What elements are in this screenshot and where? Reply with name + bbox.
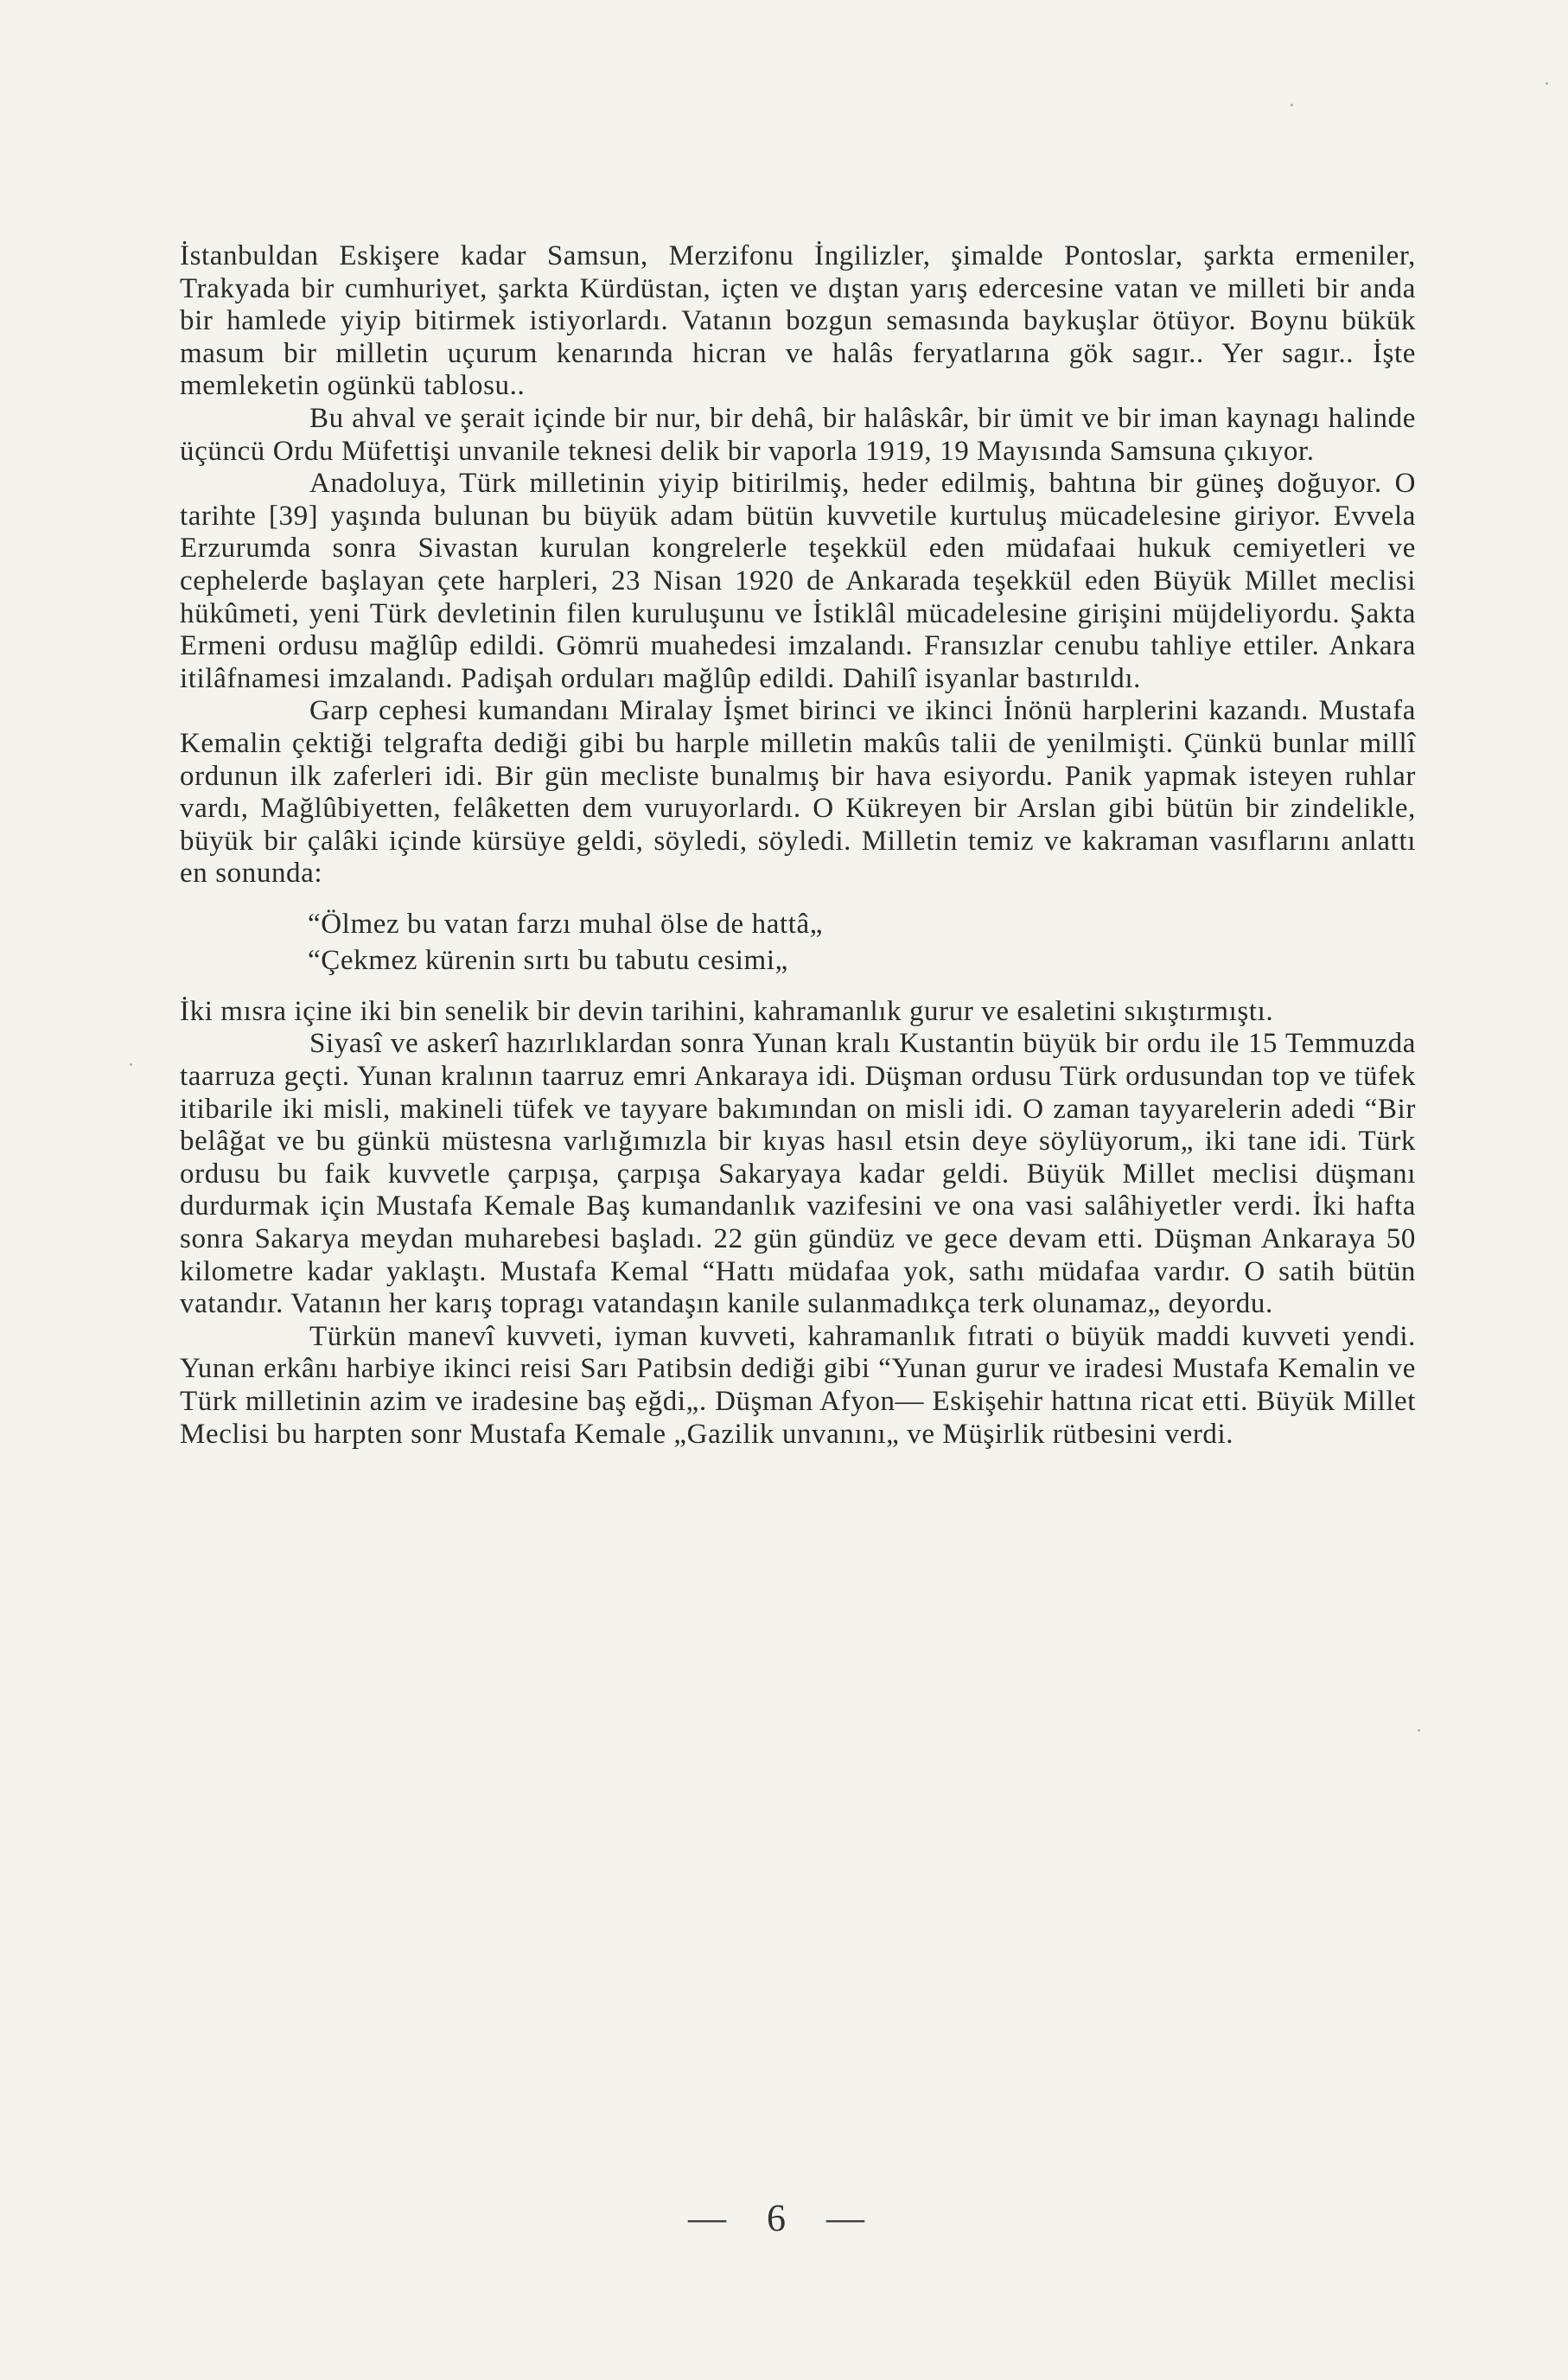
paragraph-6: Siyasî ve askerî hazırlıklardan sonra Yunan kralı Kustantin büyük bir ordu ile 15 Temmuzda taarruza geçti. Yunan kralının taarruz emri Ankaraya idi. Düşman ordusu Türk ordusundan top ve tüfek itibarile iki misli, makineli tüfek ve tayyare bakımından on misli idi. O zaman tayyarelerin adedi “Bir belâğat ve bu günkü müstesna varlığımızla bir kıyas hasıl etsin deye söylüyorum„ iki tane idi. Türk ordusu bu faik kuvvetle çarpışa, çarpışa Sakaryaya kadar geldi. Büyük Millet meclisi düşmanı durdurmak için Mustafa Kemale Baş kumandanlık vazifesini ve ona vasi salâhiyetler verdi. İki hafta sonra Sakarya meydan muharebesi başladı. 22 gün gündüz ve gece devam etti. Düşman Ankaraya 50 kilometre kadar yaklaştı. Mustafa Kemal “Hattı müdafaa yok, sathı müdafaa vardır. O satih bütün vatandır. Vatanın her karış topragı vatandaşın kanile sulanmadıkça terk olunamaz„ deyordu. <box>180 1028 1416 1320</box>
paper-speck <box>130 1063 132 1066</box>
paragraph-3: Anadoluya, Türk milletinin yiyip bitirilmiş, heder edilmiş, bahtına bir güneş doğuyor. O tarihte [39] yaşında bulunan bu büyük adam bütün kuvvetile kurtuluş mücadelesine giriyor. Evvela Erzurumda sonra Sivastan kurulan kongrelerle teşekkül eden müdafaai hukuk cemiyetleri ve cephelerde başlayan çete harpleri, 23 Nisan 1920 de Ankarada teşekkül eden Büyük Millet meclisi hükûmeti, yeni Türk devletinin filen kuruluşunu ve İstiklâl mücadelesine girişini müjdeliyordu. Şakta Ermeni ordusu mağlûp edildi. Gömrü muahedesi imzalandı. Fransızlar cenubu tahliye ettiler. Ankara itilâfnamesi imzalandı. Padişah orduları mağlûp edildi. Dahilî isyanlar bastırıldı. <box>180 468 1416 694</box>
paper-speck <box>1546 82 1548 85</box>
verse-line-1: “Ölmez bu vatan farzı muhal ölse de hattâ„ <box>308 908 824 940</box>
paragraph-2: Bu ahval ve şerait içinde bir nur, bir dehâ, bir halâskâr, bir ümit ve bir iman kaynagı halinde üçüncü Ordu Müfettişi unvanile teknesi delik bir vaporla 1919, 19 Mayısında Samsuna çıkıyor. <box>180 402 1416 467</box>
body-text <box>180 240 1416 1451</box>
verse-line-2: “Çekmez kürenin sırtı bu tabutu cesimi„ <box>308 944 788 976</box>
paragraph-4: Garp cephesi kumandanı Miralay İşmet birinci ve ikinci İnönü harplerini kazandı. Mustafa Kemalin çektiği telgrafta dediği gibi bu harple milletin makûs talii de yenilmişti. Çünkü bunlar millî ordunun ilk zaferleri idi. Bir gün mecliste bunalmış bir hava esiyordu. Panik yapmak isteyen ruhlar vardı, Mağlûbiyetten, felâketten dem vuruyorlardı. O Kükreyen bir Arslan gibi bütün bir zindelikle, büyük bir çalâki içinde kürsüye geldi, söyledi, söyledi. Milletin temiz ve kakraman vasıflarını anlattı en sonunda: <box>180 695 1416 890</box>
paragraph-5: İki mısra içine iki bin senelik bir devin tarihini, kahramanlık gurur ve esaletini sıkıştırmıştı. <box>180 995 1274 1027</box>
paper-speck <box>1418 1729 1420 1732</box>
page-number: — 6 — <box>688 2197 880 2239</box>
paragraph-1: İstanbuldan Eskişere kadar Samsun, Merzifonu İngilizler, şimalde Pontoslar, şarkta ermeniler, Trakyada bir cumhuriyet, şarkta Kürdüstan, içten ve dıştan yarış edercesine vatan ve milleti bir anda bir hamlede yiyip bitirmek istiyorlardı. Vatanın bozgun semasında baykuşlar ötüyor. Boynu bükük masum bir milletin uçurum kenarında hicran ve halâs feryatlarına gök sagır.. Yer sagır.. İşte memleketin ogünkü tablosu.. <box>180 240 1416 402</box>
paragraph-7: Türkün manevî kuvveti, iyman kuvveti, kahramanlık fıtrati o büyük maddi kuvveti yendi. Yunan erkânı harbiye ikinci reisi Sarı Patibsin dediği gibi “Yunan gurur ve iradesi Mustafa Kemalin ve Türk milletinin azim ve iradesine baş eğdi„. Düşman Afyon— Eskişehir hattına ricat etti. Büyük Millet Meclisi bu harpten sonr Mustafa Kemale „Gazilik unvanını„ ve Müşirlik rütbesini verdi. <box>180 1320 1416 1450</box>
verse-quote <box>180 906 1416 979</box>
paper-speck <box>1291 104 1293 106</box>
